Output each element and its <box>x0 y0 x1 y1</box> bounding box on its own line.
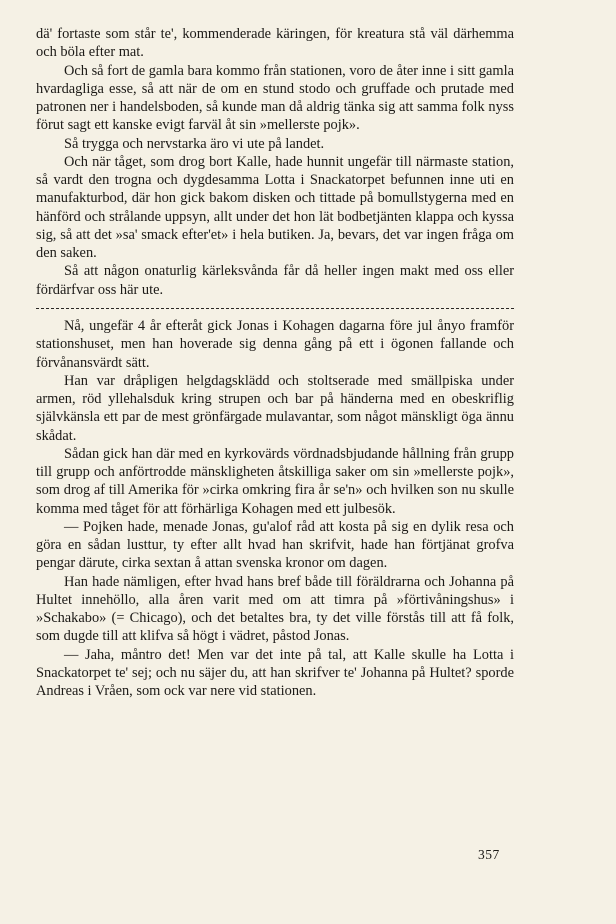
paragraph-5: Så att någon onaturlig kärleksvånda får då heller ingen makt med oss eller fördärfvar oss här ute. <box>36 263 514 298</box>
body-text <box>36 25 514 700</box>
paragraph-1: dä' fortaste som står te', kommenderade käringen, för kreatura stå väl därhemma och böla efter mat. <box>36 26 514 61</box>
paragraph-8: Sådan gick han där med en kyrkovärds vördnadsbjudande hållning från grupp till grupp och anförtrodde mänskligheten åtskilliga saker om sin »mellerste pojk», som drog af till Amerika för »cirka omkring fira år se'n» och hvilken son nu skulle komma med tåget för att förhärliga Kohagen med ett julbesök. <box>36 445 514 517</box>
page-number: 357 <box>478 847 500 862</box>
paragraph-9: — Pojken hade, menade Jonas, gu'alof råd att kosta på sig en dylik resa och göra en sådan lusttur, ty efter allt hvad han skrifvit, hade han förtjänat grofva pengar därute, cirka sextan å attan svenska kronor om dagen. <box>36 518 514 572</box>
paragraph-2: Och så fort de gamla bara kommo från stationen, voro de åter inne i sitt gamla hvardagliga esse, så att när de om en stund stodo och gruffade och prutade med patronen ner i handelsboden, så kunde man då aldrig tänka sig att samma folk nyss förut sagt ett kanske evigt farväl åt sin »mellerste pojk». <box>36 62 514 134</box>
paragraph-10: Han hade nämligen, efter hvad hans bref både till föräldrarna och Johanna på Hultet innehöllo, alla åren varit med om att timra på »förtivåningshus» i »Schakabo» (= Chicago), och det betaltes bra, ty det ville förstås till att få folk, som dugde till att klifva så högt i vädret, påstod Jonas. <box>36 573 514 645</box>
paragraph-3: Så trygga och nervstarka äro vi ute på landet. <box>64 135 325 152</box>
paragraph-11: — Jaha, måntro det! Men var det inte på tal, att Kalle skulle ha Lotta i Snackatorpet te' sej; och nu säjer du, att han skrifver te' Johanna på Hultet? sporde Andreas i Vråen, som ock var nere vid stationen. <box>36 646 514 699</box>
paragraph-7: Han var dråpligen helgdagsklädd och stoltserade med smällpiska under armen, röd yllehalsduk kring strupen och bar på händerna med en obeskriflig självkänsla ett par de mest grönfärgade mulavantar, som något mänskligt öga ännu skådat. <box>36 372 514 444</box>
paragraph-4: Och när tåget, som drog bort Kalle, hade hunnit ungefär till närmaste station, så vardt den trogna och dygdesamma Lotta i Snackatorpet befunnen inne uti en manufakturbod, där hon gick bakom disken och tittade på bomullstygerna med en hänförd och strålande uppsyn, allt under det hon lät bodbetjänten klappa och kyssa sig, så att det »sa' smack efter'et» i hela butiken. Ja, bevars, det var ingen fråga om den saken. <box>36 153 514 261</box>
section-divider <box>36 299 514 317</box>
paragraph-6: Nå, ungefär 4 år efteråt gick Jonas i Kohagen dagarna före jul ånyo framför stationshuset, men han hoverade sig denna gång på ett i ögonen fallande och förvånansvärdt sätt. <box>36 318 514 371</box>
